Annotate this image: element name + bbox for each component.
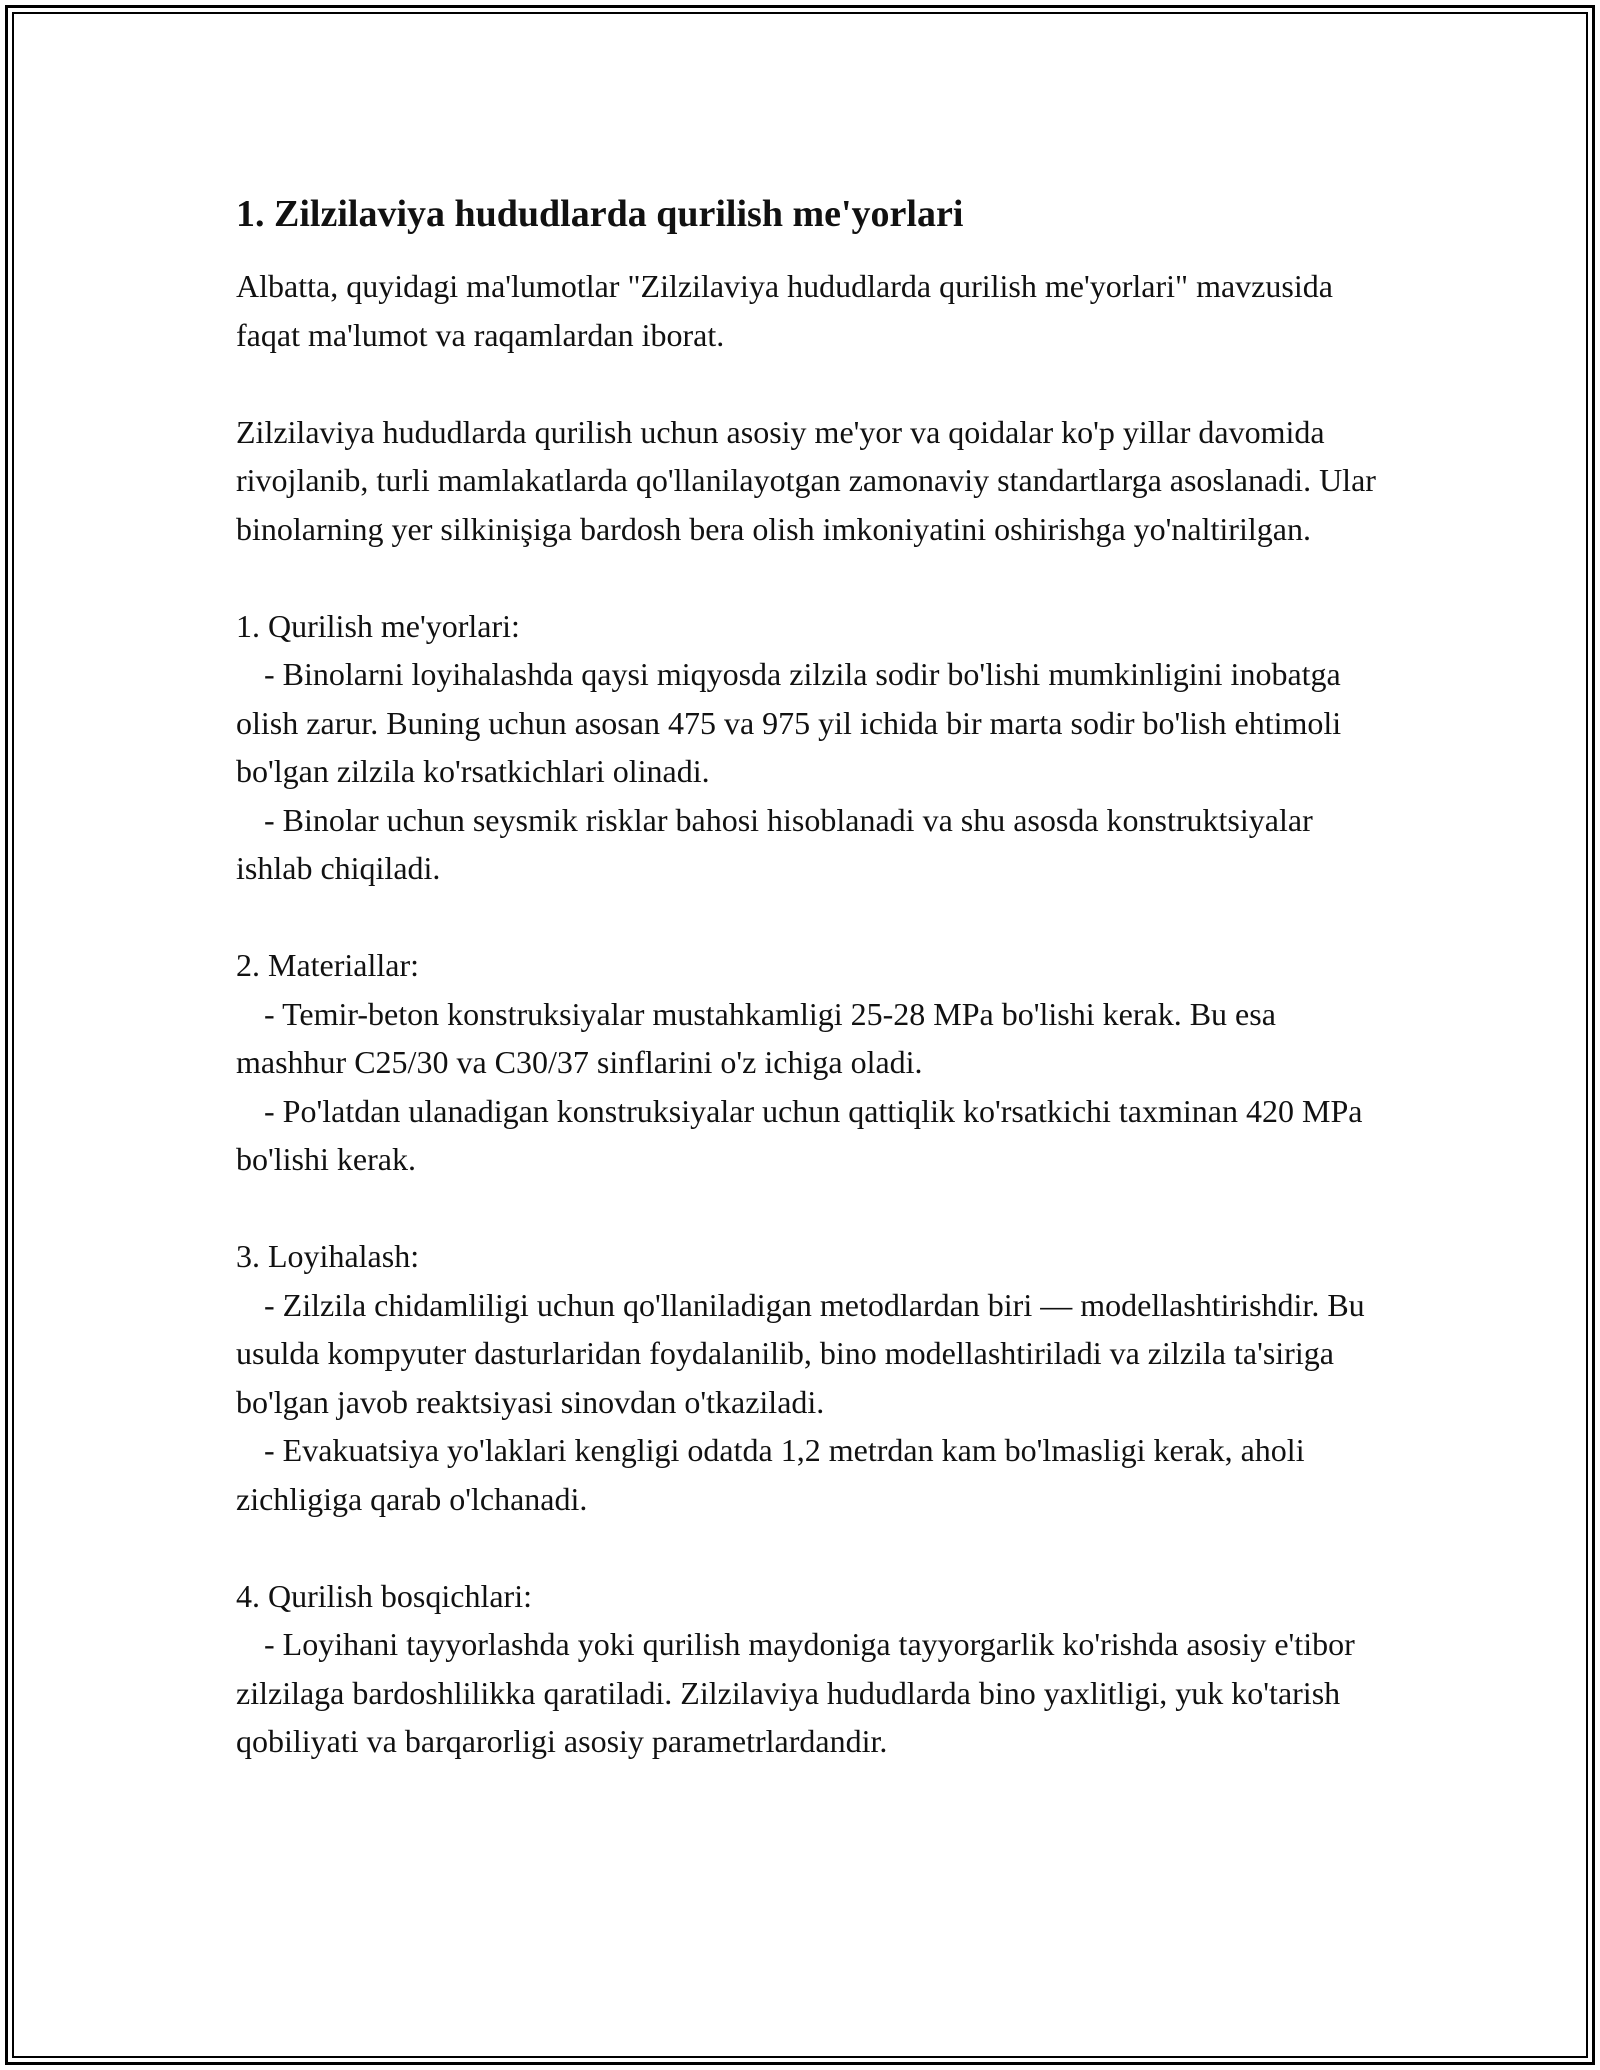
section-bullet: - Loyihani tayyorlashda yoki qurilish maydoniga tayyorgarlik ko'rishda asosiy e'tibor zilzilaga bardoshlilikka qaratiladi. Zilzilaviya hududlarda bino yaxlitligi, yuk ko'tarish qobiliyati va barqarorligi asosiy parametrlardandir. bbox=[236, 1626, 1355, 1759]
section-bullet: - Binolar uchun seysmik risklar bahosi hisoblanadi va shu asosda konstruktsiyalar ishlab chiqiladi. bbox=[236, 801, 1313, 886]
intro-paragraph: Albatta, quyidagi ma'lumotlar "Zilzilaviya hududlarda qurilish me'yorlari" mavzusida faqat ma'lumot va raqamlardan iborat. bbox=[236, 268, 1333, 353]
section-materials bbox=[236, 941, 1386, 1184]
section-bullet: - Po'latdan ulanadigan konstruksiyalar uchun qattiqlik ko'rsatkichi taxminan 420 MPa bo'lishi kerak. bbox=[236, 1092, 1363, 1177]
section-construction-stages bbox=[236, 1572, 1386, 1766]
section-building-norms bbox=[236, 602, 1386, 893]
section-heading: 4. Qurilish bosqichlari: bbox=[236, 1577, 532, 1614]
document-title: 1. Zilzilaviya hududlarda qurilish me'yorlari bbox=[236, 193, 964, 235]
section-design bbox=[236, 1232, 1386, 1523]
section-heading: 2. Materiallar: bbox=[236, 947, 420, 983]
section-bullet: - Evakuatsiya yo'laklari kengligi odatda 1,2 metrdan kam bo'lmasligi kerak, aholi zichligiga qarab o'lchanadi. bbox=[236, 1432, 1305, 1517]
section-bullet: - Zilzila chidamliligi uchun qo'llaniladigan metodlardan biri — modellashtirishdir. Bu usulda kompyuter dasturlaridan foydalanilib, bino modellashtiriladi va zilzila ta'siriga bo'lgan javob reaktsiyasi sinovdan o'tkaziladi. bbox=[236, 1286, 1365, 1420]
section-heading: 1. Qurilish me'yorlari: bbox=[236, 607, 520, 644]
section-heading: 3. Loyihalash: bbox=[236, 1238, 420, 1274]
document-body bbox=[236, 190, 1386, 1814]
overview-paragraph: Zilzilaviya hududlarda qurilish uchun asosiy me'yor va qoidalar ko'p yillar davomida rivojlanib, turli mamlakatlarda qo'llanilayotgan zamonaviy standartlarga asoslanadi. Ular binolarning yer silkinişiga bardosh bera olish imkoniyatini oshirishga yo'naltirilgan. bbox=[236, 413, 1376, 547]
section-bullet: - Binolarni loyihalashda qaysi miqyosda zilzila sodir bo'lishi mumkinligini inobatga olish zarur. Buning uchun asosan 475 va 975 yil ichida bir marta sodir bo'lish ehtimoli bo'lgan zilzila ko'rsatkichlari olinadi. bbox=[236, 656, 1342, 789]
section-bullet: - Temir-beton konstruksiyalar mustahkamligi 25-28 MPa bo'lishi kerak. Bu esa mashhur C25/30 va C30/37 sinflarini o'z ichiga oladi. bbox=[236, 995, 1276, 1080]
